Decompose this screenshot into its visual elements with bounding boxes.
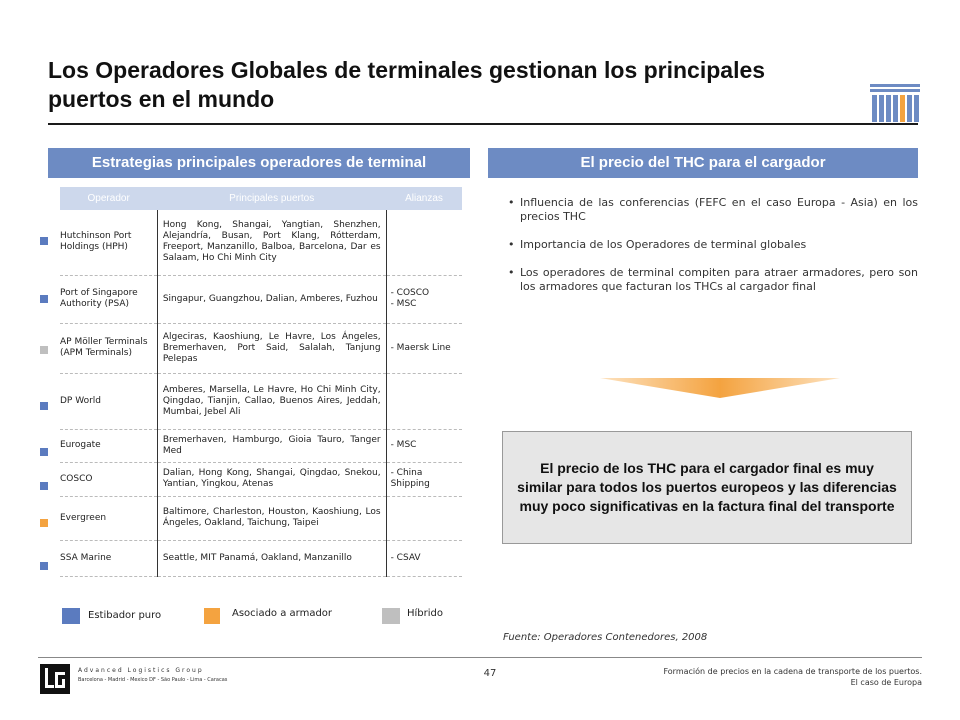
operator-type-marker (40, 346, 48, 354)
operator-type-marker (40, 295, 48, 303)
alliances: - MSC (386, 429, 462, 462)
columns-logo-icon (870, 84, 920, 122)
column-header-operator: Operador (60, 187, 157, 210)
page-title: Los Operadores Globales de terminales gestionan los principales puertos en el mundo (48, 57, 766, 112)
ports-list: Algeciras, Kaoshiung, Le Havre, Los Ángeles, Bremerhaven, Port Said, Salalah, Tanjung Pelepas (157, 323, 386, 373)
table-row (60, 210, 462, 275)
legend-swatch-asociado (204, 608, 220, 624)
conclusion-box (502, 431, 912, 544)
column-header-ports: Principales puertos (157, 187, 386, 210)
table-row (60, 462, 462, 496)
operator-type-marker (40, 402, 48, 410)
table-row (60, 540, 462, 576)
table-row (60, 323, 462, 373)
thc-panel-header: El precio del THC para el cargador (488, 148, 918, 178)
ports-list: Hong Kong, Shangai, Yangtian, Shenzhen, Alejandría, Busan, Port Klang, Rótterdam, Freeport, Manzanillo, Balboa, Barcelona, Dar es Salaam, Ho Chi Minh City (157, 210, 386, 275)
alliances (386, 496, 462, 540)
ports-list: Seattle, MIT Panamá, Oakland, Manzanillo (157, 540, 386, 576)
operator-name: Port of Singapore Authority (PSA) (60, 275, 157, 323)
footer-doc-line-2: El caso de Europa (850, 678, 922, 687)
legend-swatch-estibador (62, 608, 80, 624)
operator-type-marker (40, 237, 48, 245)
operator-type-marker (40, 562, 48, 570)
conclusion-text: El precio de los THC para el cargador final es muy similar para todos los puertos europeos y las diferencias muy poco significativas en la factura final del transporte (517, 460, 897, 514)
list-item: • Los operadores de terminal compiten para atraer armadores, pero son los armadores que facturan los THCs al cargador final (508, 266, 918, 294)
alliances: - CSAV (386, 540, 462, 576)
footer-cities: Barcelona - Madrid - Mexico DF - São Paulo - Lima - Caracas (78, 677, 228, 683)
title-divider (48, 123, 918, 125)
legend-label-estibador: Estibador puro (88, 610, 162, 621)
operator-name: Eurogate (60, 429, 157, 462)
alliances (386, 210, 462, 275)
table-row (60, 373, 462, 429)
list-item: • Importancia de los Operadores de terminal globales (508, 238, 918, 252)
footer-divider (38, 657, 922, 658)
operators-table (60, 187, 462, 577)
footer-doc-line-1: Formación de precios en la cadena de transporte de los puertos. (663, 667, 922, 676)
operator-name: DP World (60, 373, 157, 429)
ports-list: Amberes, Marsella, Le Havre, Ho Chi Minh City, Qingdao, Tianjin, Callao, Buenos Aires, Jeddah, Mumbai, Jebel Ali (157, 373, 386, 429)
strategies-panel-header: Estrategias principales operadores de terminal (48, 148, 470, 178)
table-header-row (60, 187, 462, 210)
column-header-alliances: Alianzas (386, 187, 462, 210)
operator-type-marker (40, 482, 48, 490)
source-note: Fuente: Operadores Contenedores, 2008 (503, 632, 708, 643)
thc-bullet-list (508, 196, 918, 308)
operator-name: AP Möller Terminals (APM Terminals) (60, 323, 157, 373)
ports-list: Bremerhaven, Hamburgo, Gioia Tauro, Tanger Med (157, 429, 386, 462)
legend-label-asociado: Asociado a armador (232, 608, 333, 619)
alliances: - Maersk Line (386, 323, 462, 373)
table-row (60, 496, 462, 540)
footer-document-title (663, 666, 922, 688)
legend-label-hibrido: Híbrido (407, 608, 444, 619)
down-arrow-icon (600, 376, 840, 400)
table-row (60, 275, 462, 323)
alliances: - China Shipping (386, 462, 462, 496)
footer-company: Advanced Logistics Group (78, 667, 204, 674)
operator-name: Evergreen (60, 496, 157, 540)
ports-list: Singapur, Guangzhou, Dalian, Amberes, Fuzhou (157, 275, 386, 323)
alliances (386, 373, 462, 429)
operator-name: SSA Marine (60, 540, 157, 576)
table-row (60, 429, 462, 462)
operator-name: COSCO (60, 462, 157, 496)
page-number: 47 (483, 668, 497, 679)
legend-swatch-hibrido (382, 608, 400, 624)
list-item: • Influencia de las conferencias (FEFC en el caso Europa - Asia) en los precios THC (508, 196, 918, 224)
operator-name: Hutchinson Port Holdings (HPH) (60, 210, 157, 275)
ports-list: Baltimore, Charleston, Houston, Kaoshiung, Los Ángeles, Oakland, Taichung, Taipei (157, 496, 386, 540)
ports-list: Dalian, Hong Kong, Shangai, Qingdao, Snekou, Yantian, Yingkou, Atenas (157, 462, 386, 496)
alg-logo-icon (40, 664, 70, 694)
operator-type-marker (40, 519, 48, 527)
alliances: - COSCO - MSC (386, 275, 462, 323)
operator-type-marker (40, 448, 48, 456)
